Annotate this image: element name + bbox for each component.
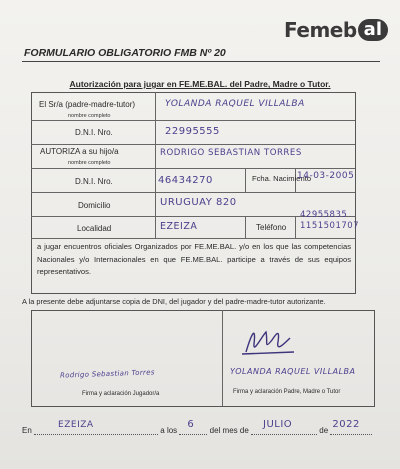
signature-divider: [222, 310, 223, 406]
phone-field-2[interactable]: 1151501707: [300, 221, 360, 231]
parent-signature[interactable]: YOLANDA RAQUEL VILLALBA: [230, 367, 356, 376]
birth-date-field[interactable]: 14-03-2005: [297, 171, 355, 181]
phone-field-1[interactable]: 42955835: [300, 210, 348, 220]
parent-signature-caption: Firma y aclaración Padre, Madre o Tutor: [233, 389, 341, 395]
year-field[interactable]: 2022: [332, 419, 360, 430]
authorizes-label: AUTORIZA a su hijo/a: [40, 147, 119, 156]
form-title: FORMULARIO OBLIGATORIO FMB Nº 20: [24, 47, 226, 59]
femebal-logo: [284, 18, 388, 42]
birth-date-label: Fcha. Nacimiento: [252, 174, 312, 183]
row-divider: [31, 168, 355, 169]
month-prefix: del mes de: [209, 426, 249, 435]
row-divider: [31, 238, 355, 239]
parent-label: El Sr/a (padre-madre-tutor): [39, 100, 136, 109]
parent-signature-scribble: [238, 322, 298, 358]
row-divider: [31, 120, 355, 121]
column-divider: [155, 92, 156, 238]
address-field[interactable]: URUGUAY 820: [160, 197, 237, 208]
place-field[interactable]: EZEIZA: [58, 420, 94, 430]
logo-text: Femeb: [284, 18, 357, 42]
logo-pill: al: [358, 19, 388, 41]
parent-dni-field[interactable]: 22995555: [165, 126, 220, 137]
form-subtitle: Autorización para jugar en FE.ME.BAL. del Padre, Madre o Tutor.: [69, 79, 331, 89]
title-divider: [22, 61, 380, 62]
authorization-text: a jugar encuentros oficiales Organizados por FE.ME.BAL. y/o en los que las competencias Nacionales y/o Internacionales en que FE.ME.BAL. participe a través de sus equipos representativos.: [37, 242, 351, 276]
date-line: [22, 419, 382, 435]
attachment-note: A la presente debe adjuntarse copia de DNI, del jugador y del padre-madre-tutor autorizante.: [22, 297, 326, 306]
day-prefix: a los: [160, 426, 178, 435]
year-prefix: de: [319, 426, 329, 435]
month-field[interactable]: JULIO: [263, 419, 293, 430]
column-divider: [245, 168, 246, 192]
column-divider: [245, 216, 246, 238]
day-field[interactable]: 6: [187, 419, 195, 430]
row-divider: [31, 144, 355, 145]
place-prefix: En: [22, 426, 32, 435]
parent-dni-label: D.N.I. Nro.: [75, 128, 113, 137]
parent-name-hint: nombre completo: [68, 113, 111, 119]
child-dni-field[interactable]: 46434270: [158, 175, 213, 186]
child-dni-label: D.N.I. Nro.: [75, 177, 113, 186]
column-divider: [295, 216, 296, 238]
player-signature-caption: Firma y aclaración Jugador/a: [82, 391, 160, 397]
child-name-field[interactable]: RODRIGO SEBASTIAN TORRES: [160, 148, 302, 158]
row-divider: [31, 192, 355, 193]
address-label: Domicilio: [78, 201, 111, 210]
parent-name-field[interactable]: YOLANDA RAQUEL VILLALBA: [165, 99, 305, 109]
phone-label: Teléfono: [256, 223, 287, 232]
city-label: Localidad: [77, 224, 112, 233]
child-name-hint: nombre completo: [68, 160, 111, 166]
city-field[interactable]: EZEIZA: [160, 221, 198, 232]
player-signature[interactable]: Rodrigo Sebastian Torres: [59, 368, 155, 380]
